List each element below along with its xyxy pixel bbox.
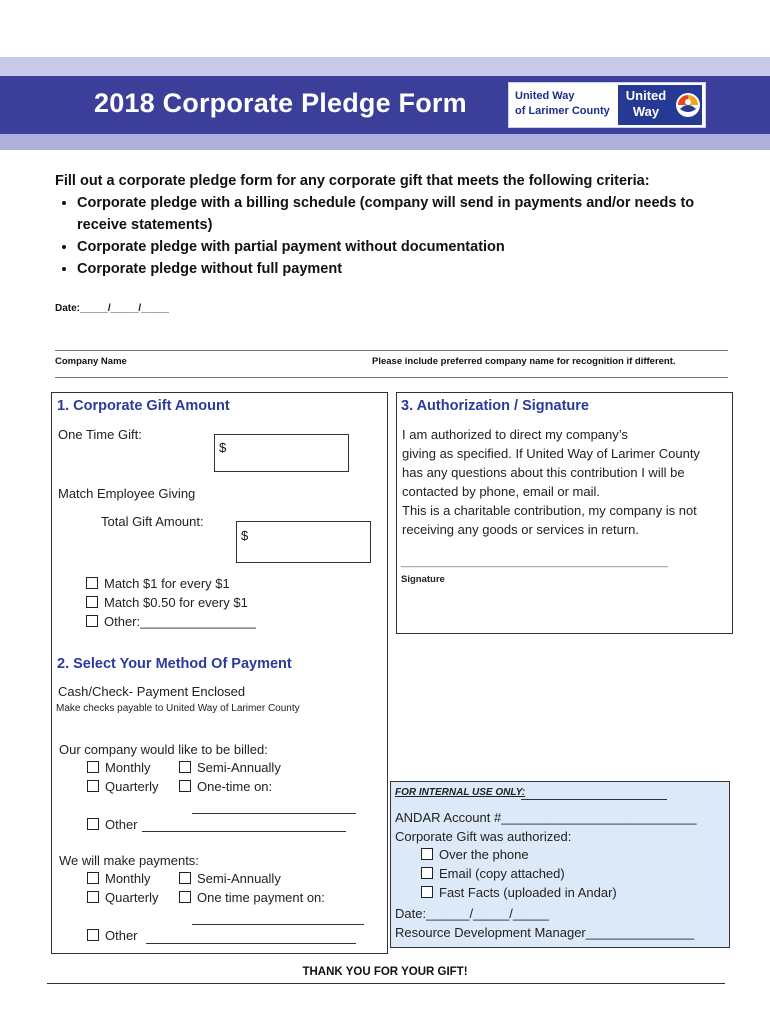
united-way-logo xyxy=(508,82,706,128)
manager-field[interactable]: Resource Development Manager_______________ xyxy=(395,925,695,940)
match-option-2[interactable]: Match $0.50 for every $1 xyxy=(86,595,248,610)
checkbox[interactable] xyxy=(179,761,191,773)
payments-one-time[interactable]: One time payment on: xyxy=(179,890,325,905)
checkbox[interactable] xyxy=(179,780,191,792)
company-name-line[interactable] xyxy=(55,350,728,351)
match-option-1[interactable]: Match $1 for every $1 xyxy=(86,576,230,591)
total-gift-label: Total Gift Amount: xyxy=(101,514,204,529)
divider xyxy=(55,377,728,378)
internal-heading-rule xyxy=(521,799,667,800)
logo-hand-icon xyxy=(675,91,701,119)
billed-semi-annually[interactable]: Semi-Annually xyxy=(179,760,281,775)
payment-date-line[interactable] xyxy=(192,924,364,925)
currency-symbol: $ xyxy=(241,528,249,543)
gift-payment-box xyxy=(51,392,388,954)
checkbox[interactable] xyxy=(87,891,99,903)
page-title: 2018 Corporate Pledge Form xyxy=(94,88,467,118)
criteria-item: • Corporate pledge with partial payment without documentation xyxy=(77,236,745,258)
header-band-bottom xyxy=(0,134,770,150)
signature-line[interactable]: ________________________________________________ xyxy=(401,557,668,568)
billed-quarterly[interactable]: Quarterly xyxy=(87,779,158,794)
match-employee-label: Match Employee Giving xyxy=(58,486,196,501)
payments-quarterly[interactable]: Quarterly xyxy=(87,890,158,905)
checkbox[interactable] xyxy=(87,780,99,792)
checkbox[interactable] xyxy=(87,929,99,941)
match-option-other[interactable]: Other:________________ xyxy=(86,614,256,629)
thank-you-text: THANK YOU FOR YOUR GIFT! xyxy=(302,966,468,978)
checkbox[interactable] xyxy=(421,886,433,898)
logo-mark-text: United Way xyxy=(625,88,667,119)
payments-semi-annually[interactable]: Semi-Annually xyxy=(179,871,281,886)
auth-option-phone[interactable]: Over the phone xyxy=(421,847,529,862)
billed-other-line[interactable] xyxy=(142,831,346,832)
checkbox[interactable] xyxy=(179,872,191,884)
billed-monthly[interactable]: Monthly xyxy=(87,760,151,775)
logo-org-name: United Way of Larimer County xyxy=(515,90,610,117)
criteria-item: • Corporate pledge with a billing schedule (company will send in payments and/or needs to receive statements) xyxy=(77,192,745,236)
payments-monthly[interactable]: Monthly xyxy=(87,871,151,886)
internal-date[interactable]: Date:______/_____/_____ xyxy=(395,906,549,921)
payments-other[interactable]: Other xyxy=(87,928,138,943)
authorization-box xyxy=(396,392,733,634)
one-time-gift-label: One Time Gift: xyxy=(58,427,142,442)
checkbox[interactable] xyxy=(87,872,99,884)
billed-other[interactable]: Other xyxy=(87,817,138,832)
checkbox[interactable] xyxy=(421,867,433,879)
section2-heading: 2. Select Your Method Of Payment xyxy=(57,656,292,672)
footer-rule xyxy=(47,983,725,984)
criteria-item: • Corporate pledge without full payment xyxy=(77,258,745,280)
one-time-gift-input[interactable] xyxy=(214,434,349,472)
intro-criteria xyxy=(55,170,745,280)
andar-account[interactable]: ANDAR Account #___________________________ xyxy=(395,810,697,825)
billed-label: Our company would like to be billed: xyxy=(59,742,268,757)
checkbox[interactable] xyxy=(86,615,98,627)
auth-option-fast-facts[interactable]: Fast Facts (uploaded in Andar) xyxy=(421,885,617,900)
authorization-text: I am authorized to direct my company’s giving as specified. If United Way of Larimer County has any questions about this contribution I will be contacted by phone, email or mail. This is a charitable contribution, my company is not receiving any goods or services in return. xyxy=(402,427,700,537)
internal-use-box xyxy=(390,781,730,948)
criteria-list xyxy=(55,192,745,280)
signature-label: Signature xyxy=(401,574,445,585)
cash-check-label: Cash/Check- Payment Enclosed xyxy=(58,684,246,699)
checkbox[interactable] xyxy=(421,848,433,860)
currency-symbol: $ xyxy=(219,440,227,455)
checkbox[interactable] xyxy=(179,891,191,903)
company-name-label: Company Name xyxy=(55,356,127,367)
one-time-date-line[interactable] xyxy=(192,813,356,814)
payments-other-line[interactable] xyxy=(146,943,356,944)
date-field[interactable]: Date:_____/_____/_____ xyxy=(55,303,169,314)
total-gift-input[interactable] xyxy=(236,521,371,563)
section3-heading: 3. Authorization / Signature xyxy=(401,398,589,414)
logo-mark xyxy=(618,85,702,125)
section1-heading: 1. Corporate Gift Amount xyxy=(57,398,230,414)
checkbox[interactable] xyxy=(87,818,99,830)
company-name-note: Please include preferred company name for recognition if different. xyxy=(372,356,676,367)
header-band-top xyxy=(0,57,770,76)
auth-option-email[interactable]: Email (copy attached) xyxy=(421,866,565,881)
checkbox[interactable] xyxy=(86,577,98,589)
payable-note: Make checks payable to United Way of Larimer County xyxy=(56,703,300,714)
intro-lead: Fill out a corporate pledge form for any corporate gift that meets the following criteria: xyxy=(55,173,650,189)
payments-label: We will make payments: xyxy=(59,853,199,868)
checkbox[interactable] xyxy=(87,761,99,773)
checkbox[interactable] xyxy=(86,596,98,608)
billed-one-time[interactable]: One-time on: xyxy=(179,779,272,794)
internal-heading: FOR INTERNAL USE ONLY: xyxy=(395,787,526,798)
authorized-label: Corporate Gift was authorized: xyxy=(395,829,572,844)
